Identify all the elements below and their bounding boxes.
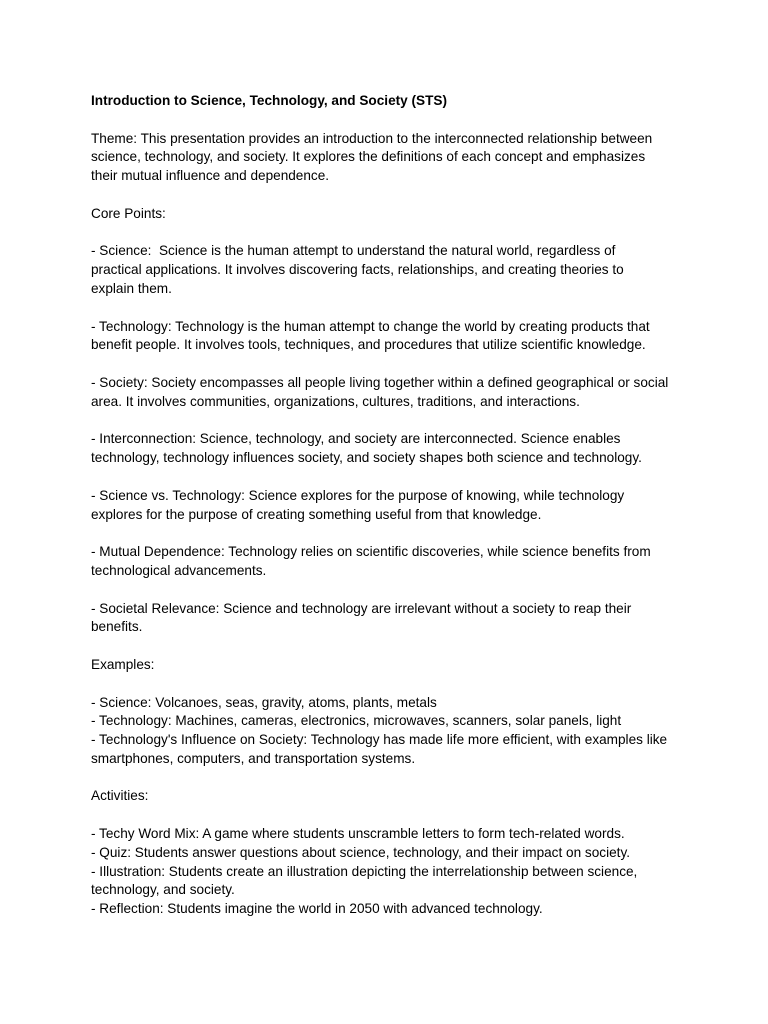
core-point-science-vs-technology	[91, 487, 682, 525]
activities-heading: Activities:	[91, 788, 149, 804]
examples-heading: Examples:	[91, 656, 155, 672]
theme-line: Theme: This presentation provides an introduction to the interconnected relationship between	[91, 130, 653, 146]
core-point-line: explain them.	[91, 280, 172, 296]
core-point-science	[91, 242, 682, 298]
example-item: - Technology's Influence on Society: Technology has made life more efficient, with examples like	[91, 732, 668, 748]
core-point-line: technological advancements.	[91, 562, 267, 578]
theme-paragraph	[91, 130, 682, 186]
theme-line: science, technology, and society. It explores the definitions of each concept and emphasizes	[91, 149, 646, 165]
core-point-interconnection	[91, 430, 682, 468]
activity-item: technology, and society.	[91, 882, 235, 898]
example-item: smartphones, computers, and transportation systems.	[91, 750, 416, 766]
core-point-line: - Technology: Technology is the human attempt to change the world by creating products that	[91, 318, 650, 334]
core-point-technology	[91, 318, 682, 356]
core-point-line: - Mutual Dependence: Technology relies on scientific discoveries, while science benefits from	[91, 544, 651, 560]
activities-list	[91, 825, 682, 919]
core-point-line: benefits.	[91, 619, 143, 635]
core-points-heading: Core Points:	[91, 205, 166, 221]
core-point-societal-relevance	[91, 600, 682, 638]
core-point-society	[91, 374, 682, 412]
core-point-line: - Science vs. Technology: Science explores for the purpose of knowing, while technology	[91, 487, 625, 503]
theme-line: their mutual influence and dependence.	[91, 168, 330, 184]
core-point-line: - Interconnection: Science, technology, and society are interconnected. Science enables	[91, 431, 621, 447]
core-point-line: practical applications. It involves discovering facts, relationships, and creating theories to	[91, 262, 624, 278]
core-point-line: technology, technology influences society, and society shapes both science and technology.	[91, 450, 642, 466]
document-title: Introduction to Science, Technology, and Society (STS)	[91, 93, 447, 108]
activity-item: - Quiz: Students answer questions about science, technology, and their impact on society.	[91, 844, 631, 860]
core-point-line: - Societal Relevance: Science and technology are irrelevant without a society to reap their	[91, 600, 632, 616]
example-item: - Science: Volcanoes, seas, gravity, atoms, plants, metals	[91, 694, 437, 710]
activity-item: - Illustration: Students create an illustration depicting the interrelationship between science,	[91, 863, 638, 879]
core-point-line: - Science: Science is the human attempt to understand the natural world, regardless of	[91, 243, 616, 259]
core-point-line: area. It involves communities, organizations, cultures, traditions, and interactions.	[91, 393, 580, 409]
example-item: - Technology: Machines, cameras, electronics, microwaves, scanners, solar panels, light	[91, 713, 622, 729]
core-point-line: benefit people. It involves tools, techniques, and procedures that utilize scientific knowledge.	[91, 337, 646, 353]
core-point-line: - Society: Society encompasses all people living together within a defined geographical or social	[91, 374, 669, 390]
examples-list	[91, 694, 682, 769]
core-point-mutual-dependence	[91, 543, 682, 581]
activity-item: - Techy Word Mix: A game where students unscramble letters to form tech-related words.	[91, 826, 625, 842]
core-point-line: explores for the purpose of creating something useful from that knowledge.	[91, 506, 542, 522]
activity-item: - Reflection: Students imagine the world in 2050 with advanced technology.	[91, 901, 543, 917]
